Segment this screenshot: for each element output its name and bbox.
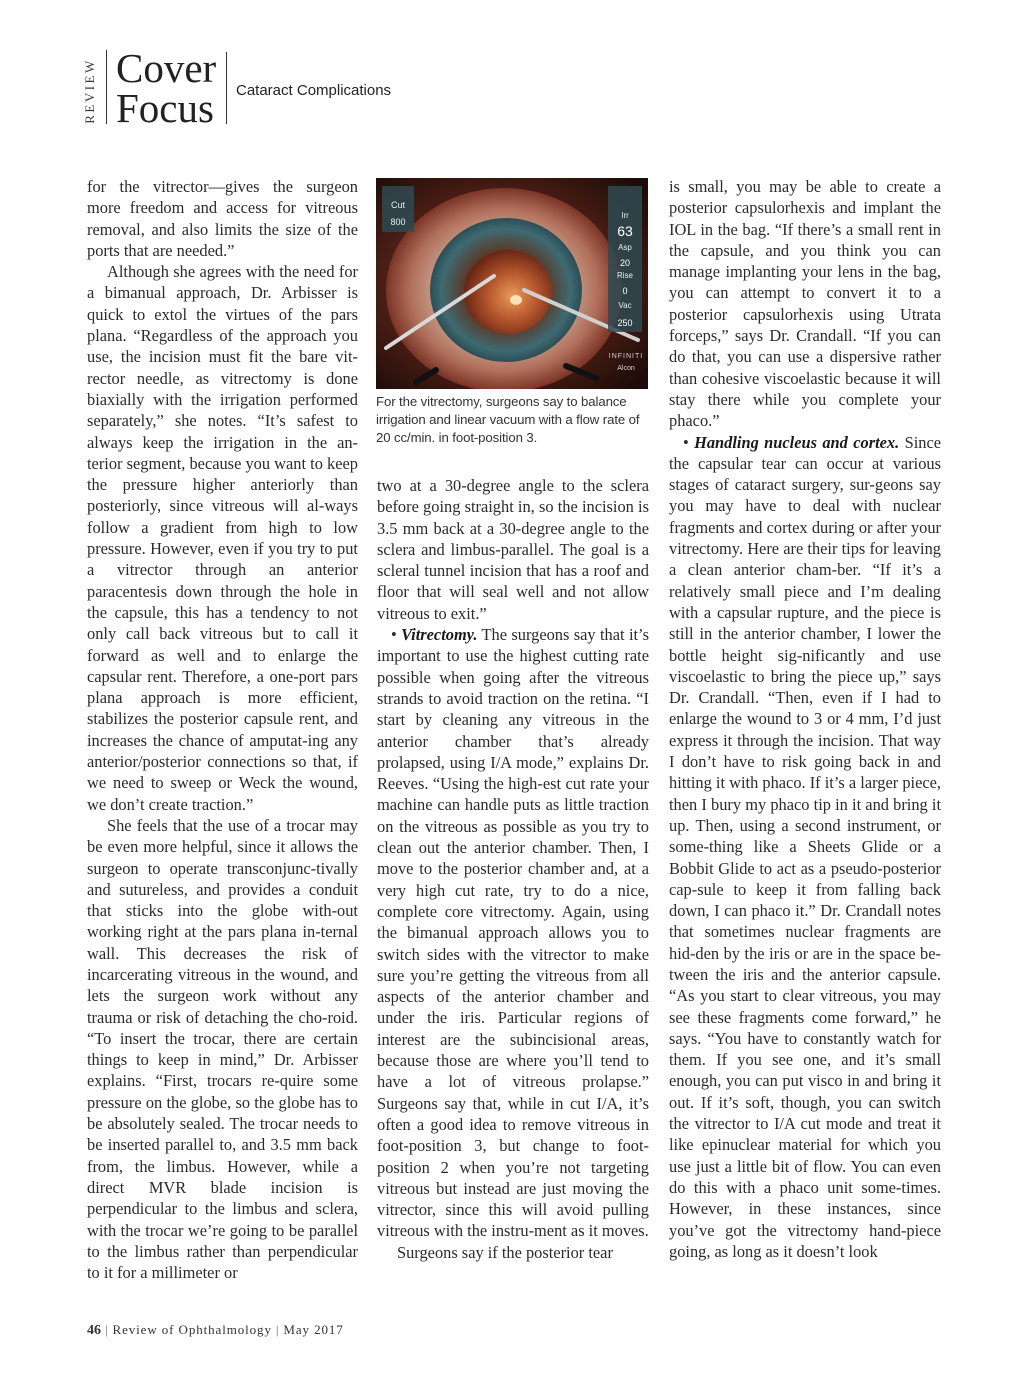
bullet-marker: • bbox=[683, 432, 695, 452]
col2-paragraph-2 bbox=[377, 624, 649, 1242]
overlay-brand-sub: Alcon bbox=[617, 365, 635, 372]
light-reflex bbox=[510, 295, 522, 305]
publication-name: Review of Ophthalmology bbox=[112, 1322, 272, 1337]
bullet-marker: • bbox=[391, 625, 402, 645]
review-label-text: REVIEW bbox=[82, 58, 98, 124]
page-number: 46 bbox=[87, 1323, 101, 1338]
topic-label: Cataract Complications bbox=[236, 82, 392, 99]
column-3 bbox=[669, 176, 941, 1262]
overlay-asp-value: 20 bbox=[619, 258, 631, 268]
col3-paragraph-2 bbox=[669, 432, 941, 1263]
overlay-asp-label: Asp bbox=[618, 243, 632, 252]
section-title-line1: Cover bbox=[116, 45, 217, 91]
col1-paragraph-2: Although she agrees with the need for a bimanual approach, Dr. Arbisser is quick to extol the virtues of the pars plana. “Regardless of the approach you use, the incision must fit the bare vit-rector needle, as vitrectomy is done biaxially with the irrigation performed separately,” she notes. “It’s safest to always keep the irrigation in the an-terior segment, because you want to keep the pressure higher anteriorly than posteriorly, since vitreous will al-ways follow a gradient from high to low pressure. However, even if you try to put a vitrector through an anterior paracentesis down through the hole in the capsule, this has a tendency to not only call back vitreous but to call it forward as well and to enlarge the capsular rent. Therefore, a one-port pars plana approach is more efficient, stabilizes the posterior capsule rent, and increases the chance of amputat-ing any anterior/posterior connections so that, if we need to sweep or Weck the wound, we don’t create traction.” bbox=[87, 262, 358, 814]
col1-paragraph-1: for the vitrector—gives the surgeon more freedom and access for vitreous removal, and also limits the size of the ports that are needed.” bbox=[87, 177, 358, 260]
column-1 bbox=[87, 176, 358, 1283]
section-title bbox=[116, 45, 217, 131]
overlay-vac-label: Vac bbox=[618, 301, 632, 310]
col1-paragraph-3: She feels that the use of a trocar may be even more helpful, since it allows the surgeon to operate transconjunc-tivally and sutureless, and provides a conduit that sticks into the globe with-out working right at the pars plana in-ternal wall. This decreases the risk of incarcerating vitreous in the wound, and lets the surgeon work without any trauma or risk of detaching the cho-roid. “To insert the trocar, there are certain things to keep in mind,” Dr. Arbisser explains. “First, trocars re-quire some pressure on the globe, so the globe has to be absolutely sealed. The trocar needs to be inserted parallel to, and 3.5 mm back from, the limbus. However, while a direct MVR blade incision is perpendicular to the limbus and sclera, with the trocar we’re going to be parallel to the limbus rather than perpendicular to it for a millimeter or bbox=[87, 815, 358, 1283]
column-2 bbox=[377, 475, 649, 1263]
col2-paragraph-1: two at a 30-degree angle to the sclera before going straight in, so the incision is 3.5 mm back at a 30-degree angle to the sclera and limbus-parallel. The goal is a scleral tunnel incision that has a roof and floor that will seal well and not allow vitreous to exit.” bbox=[377, 476, 649, 623]
col3-paragraph-2-body: Since the capsular tear can occur at various stages of cataract surgery, sur-geons say you may have to deal with nuclear fragments and cortex during or after your vitrectomy. Here are their tips for leaving a clean anterior cham-ber. “If it’s a relatively small piece and I’m dealing with a capsular rupture, and the piece is still in the anterior chamber, I lower the bottle height sig-nificantly and use viscoelastic to bring the piece up,” says Dr. Crandall. “Then, even if I had to enlarge the wound to 3 or 4 mm, I’d just express it through the incision. That way I don’t have to risk going back in and hitting it with phaco. If it’s a larger piece, then I bury my phaco tip in it and bring it up. Then, using a second instrument, or some-thing like a Sheets Glide or a Bobbit Glide to act as a pseudo-posterior cap-sule to keep it from falling back down, I can phaco it.” Dr. Crandall notes that sometimes nuclear fragments are hid-den by the iris or are in the space be-tween the iris and the anterior capsule. “As you start to clear vitreous, you may see these fragments come forward,” he says. “You have to constantly watch for them. If you see one, and it’s small enough, you can put visco in and bring it out. If it’s soft, though, you can switch the vitrector to I/A cut mode and treat it like epinuclear material for which you use just a little bit of flow. You can even do this with a phaco unit some-times. However, in these instances, since you’ve got the vitrectomy hand-piece going, as long as it doesn’t look bbox=[669, 432, 941, 1261]
header-divider-left bbox=[106, 50, 107, 124]
col2-paragraph-3: Surgeons say if the posterior tear bbox=[397, 1242, 613, 1262]
overlay-cut-label: Cut bbox=[390, 200, 406, 210]
overlay-cut-value: 800 bbox=[390, 217, 406, 227]
footer-separator: | bbox=[105, 1322, 109, 1337]
overlay-vac-value: 250 bbox=[617, 318, 633, 328]
figure-caption: For the vitrectomy, surgeons say to balance irrigation and linear vacuum with a flow rate of 20 cc/min. in foot-position 3. bbox=[376, 394, 640, 445]
col2-paragraph-2-body: The surgeons say that it’s important to use the highest cutting rate possible when going after the vitreous strands to avoid traction on the retina. “I start by cleaning any vitreous in the anterior chamber that’s already prolapsed, using I/A mode,” explains Dr. Reeves. “Using the high-est cut rate your machine can handle puts as little traction on the vitreous as possible as you try to clean out the anterior chamber. Then, I move to the posterior chamber and, at a very high cut rate, try to do a nice, complete core vitrectomy. Again, using the bimanual approach allows you to switch sides with the vitrector to make sure you’re getting the vitreous from all aspects of the anterior chamber and under the iris. Particular regions of interest are the subincisional areas, because those are where you’ll tend to have a lot of vitreous prolapse.” Surgeons say that, while in cut I/A, it’s often a good idea to remove vitreous in foot-position 3, but change to foot-position 2 when you’re not targeting vitreous but instead are just moving the vitrector, since this will avoid pulling vitreous with the instru-ment as it moves. bbox=[377, 625, 649, 1241]
overlay-rise-value: 0 bbox=[622, 286, 628, 296]
review-vertical-label bbox=[79, 54, 101, 128]
overlay-brand: INFINITI bbox=[608, 353, 644, 360]
header-divider-right bbox=[226, 52, 227, 124]
overlay-rise-label: Rise bbox=[616, 271, 634, 280]
footer-separator: | bbox=[275, 1322, 280, 1337]
section-title-line2: Focus bbox=[116, 85, 214, 131]
issue-date: May 2017 bbox=[283, 1322, 344, 1337]
eye-surgery-illustration bbox=[376, 178, 648, 389]
subhead-vitrectomy: Vitrectomy. bbox=[401, 625, 478, 645]
pupil bbox=[464, 250, 552, 334]
surgery-photo bbox=[376, 178, 648, 389]
page-footer bbox=[87, 1322, 344, 1339]
overlay-irr-label: Irr bbox=[621, 211, 629, 220]
col3-paragraph-1: is small, you may be able to create a posterior capsulorhexis and implant the IOL in the bag. “If there’s a small rent in the capsule, and you think you can manage implanting your lens in the bag, you can attempt to convert it to a posterior capsulorhexis using Utrata forceps,” says Dr. Crandall. “If you can do that, you can use a dispersive rather than cohesive viscoelastic because it will stay there while you complete your phaco.” bbox=[669, 177, 941, 431]
overlay-irr-value: 63 bbox=[617, 223, 633, 239]
subhead-nucleus-cortex: Handling nucleus and cortex. bbox=[694, 432, 900, 452]
